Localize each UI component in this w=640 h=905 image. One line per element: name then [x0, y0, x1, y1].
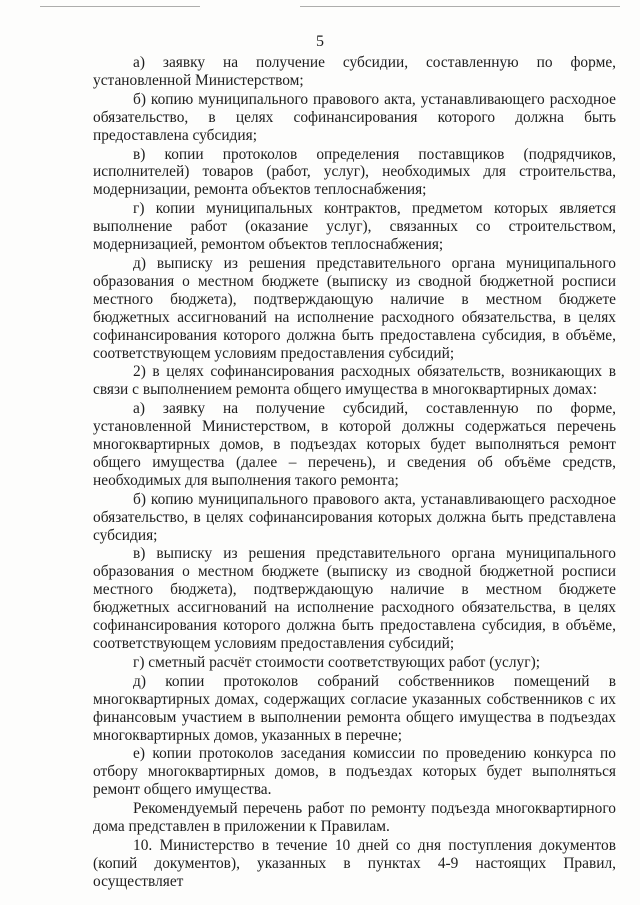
- paragraph-d-owners-meetings: д) копии протоколов собраний собственников помещений в многоквартирных домах, содержащих согласие указанных собственников с их финансовым участием в выполнении ремонта общего имущества в подъездах многоквартирных домов, указанных в перечне;: [93, 672, 616, 744]
- paragraph-b-legal-act: б) копию муниципального правового акта, устанавливающего расходное обязательство, в целях софинансирования которого должна быть предоставлена субсидия;: [93, 90, 616, 144]
- paragraph-g-estimate: г) сметный расчёт стоимости соответствующих работ (услуг);: [133, 653, 540, 671]
- paragraph-b-legal-act-2: б) копию муниципального правового акта, устанавливающего расходное обязательство, в целях софинансирования которых должна быть представлена субсидия;: [93, 490, 616, 544]
- scan-edge-line-left: [40, 6, 200, 7]
- paragraph-v-protocols: в) копии протоколов определения поставщиков (подрядчиков, исполнителей) товаров (работ, услуг), необходимых для строительства, модернизации, ремонта объектов теплоснабжения;: [93, 145, 616, 199]
- document-body: [93, 54, 616, 891]
- paragraph-a-application: а) заявку на получение субсидии, составленную по форме, установленной Министерством;: [93, 54, 616, 89]
- paragraph-recommended-works: Рекомендуемый перечень работ по ремонту подъезда многоквартирного дома представлен в приложении к Правилам.: [93, 800, 616, 836]
- page-number: 5: [316, 33, 324, 50]
- paragraph-g-contracts: г) копии муниципальных контрактов, предметом которых является выполнение работ (оказание услуг), связанных со строительством, модернизацией, ремонтом объектов теплоснабжения;: [93, 200, 616, 254]
- scan-edge-line-right: [300, 6, 620, 7]
- paragraph-d-budget-extract: д) выписку из решения представительного органа муниципального образования о местном бюджете (выписку из сводной бюджетной росписи местного бюджета), подтверждающую наличие в местном бюджете бюджетных ассигнований на исполнение расходного обязательства, в целях софинансирования которого должна быть предоставлена субсидия, в объёме, соответствующем условиям предоставления субсидий;: [93, 254, 616, 362]
- paragraph-a-subsidy-application: а) заявку на получение субсидий, составленную по форме, установленной Министерством, в которой должны содержаться перечень многоквартирных домов, в подъездах которых будет выполняться ремонт общего имущества (далее – перечень), и сведения об объёме средств, необходимых для выполнения такого ремонта;: [93, 400, 616, 489]
- paragraph-2-cofinancing: 2) в целях софинансирования расходных обязательств, возникающих в связи с выполнением ремонта общего имущества в многоквартирных домах:: [93, 363, 616, 399]
- paragraph-10-ministry: 10. Министерство в течение 10 дней со дня поступления документов (копий документов), указанных в пунктах 4-9 настоящих Правил, осуществляет: [93, 836, 616, 890]
- paragraph-e-commission-protocols: е) копии протоколов заседания комиссии по проведению конкурса по отбору многоквартирных домов, в подъездах которых будет выполняться ремонт общего имущества.: [93, 745, 616, 799]
- paragraph-v-budget-extract-2: в) выписку из решения представительного органа муниципального образования о местном бюджете (выписку из сводной бюджетной росписи местного бюджета), подтверждающую наличие в местном бюджете бюджетных ассигнований на исполнение расходного обязательства, в целях софинансирования которого должна быть предоставлена субсидия, в объёме, соответствующем условиям предоставления субсидий;: [93, 545, 616, 652]
